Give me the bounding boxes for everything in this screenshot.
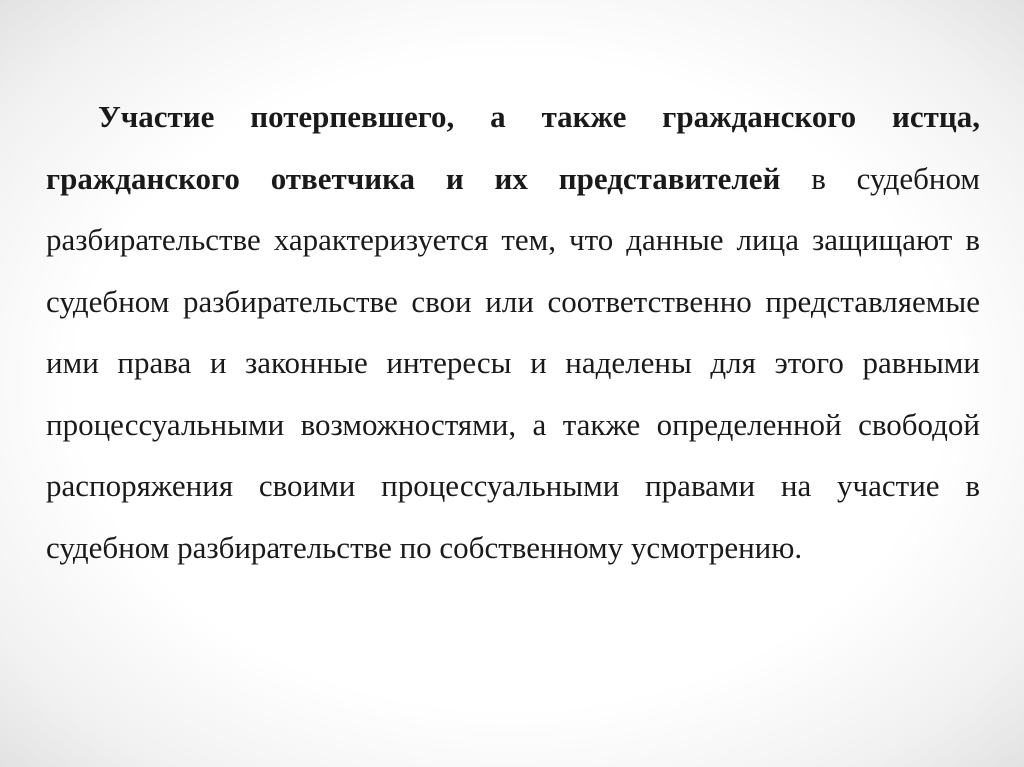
slide-paragraph <box>46 86 980 578</box>
bold-lead-text: Участие потерпевшего, а также гражданского истца, гражданского ответчика и их представителей <box>46 99 980 196</box>
body-text: в судебном разбирательстве характеризуется тем, что данные лица защищают в судебном разбирательстве свои или соответственно представляемые ими права и законные интересы и наделены для этого равными процессуальными возможностями, а также определенной свободой распоряжения своими процессуальными правами на участие в судебном разбирательстве по собственному усмотрению. <box>46 160 980 565</box>
